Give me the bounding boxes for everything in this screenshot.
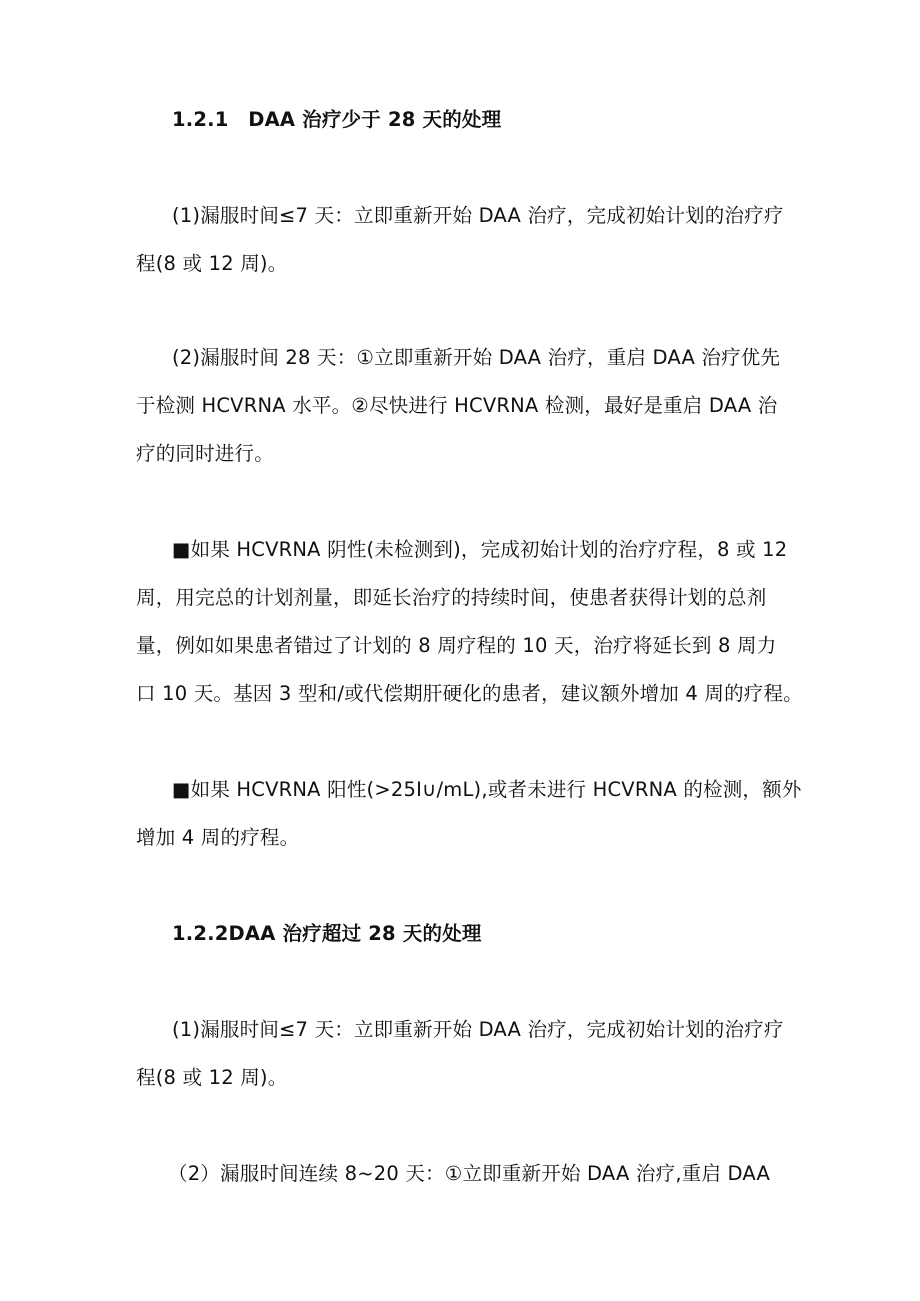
section-1-2-1-heading: 1.2.1 DAA 治疗少于 28 天的处理 — [172, 108, 502, 131]
section-1-2-2-item-1: (1)漏服时间≤7 天：立即重新开始 DAA 治疗，完成初始计划的治疗疗 程(8 或 12 周)。 — [136, 1018, 784, 1089]
section-1-2-1-item-2: (2)漏服时间 28 天：①立即重新开始 DAA 治疗，重启 DAA 治疗优先 于检测 HCVRNA 水平。②尽快进行 HCVRNA 检测，最好是重启 DAA 治 疗的同时进行。 — [136, 346, 781, 465]
section-1-2-2-heading: 1.2.2DAA 治疗超过 28 天的处理 — [172, 922, 482, 945]
section-1-2-1-bullet-negative: ■如果 HCVRNA 阴性(未检测到)，完成初始计划的治疗疗程，8 或 12 周，用完总的计划剂量，即延长治疗的持续时间，使患者获得计划的总剂 量，例如如果患者错过了计划的 8 周疗程的 10 天，治疗将延长到 8 周力 口 10 天。基因 3 型和/或代偿期肝硬化的患者，建议额外增加 4 周的疗程。 — [136, 538, 803, 705]
section-1-2-1-bullet-positive: ■如果 HCVRNA 阳性(>25I∪/mL),或者未进行 HCVRNA 的检测，额外 增加 4 周的疗程。 — [136, 778, 802, 849]
section-1-2-1-item-1: (1)漏服时间≤7 天：立即重新开始 DAA 治疗，完成初始计划的治疗疗 程(8 或 12 周)。 — [136, 204, 784, 275]
section-1-2-2-item-2: （2）漏服时间连续 8~20 天：①立即重新开始 DAA 治疗,重启 DAA — [168, 1162, 771, 1185]
